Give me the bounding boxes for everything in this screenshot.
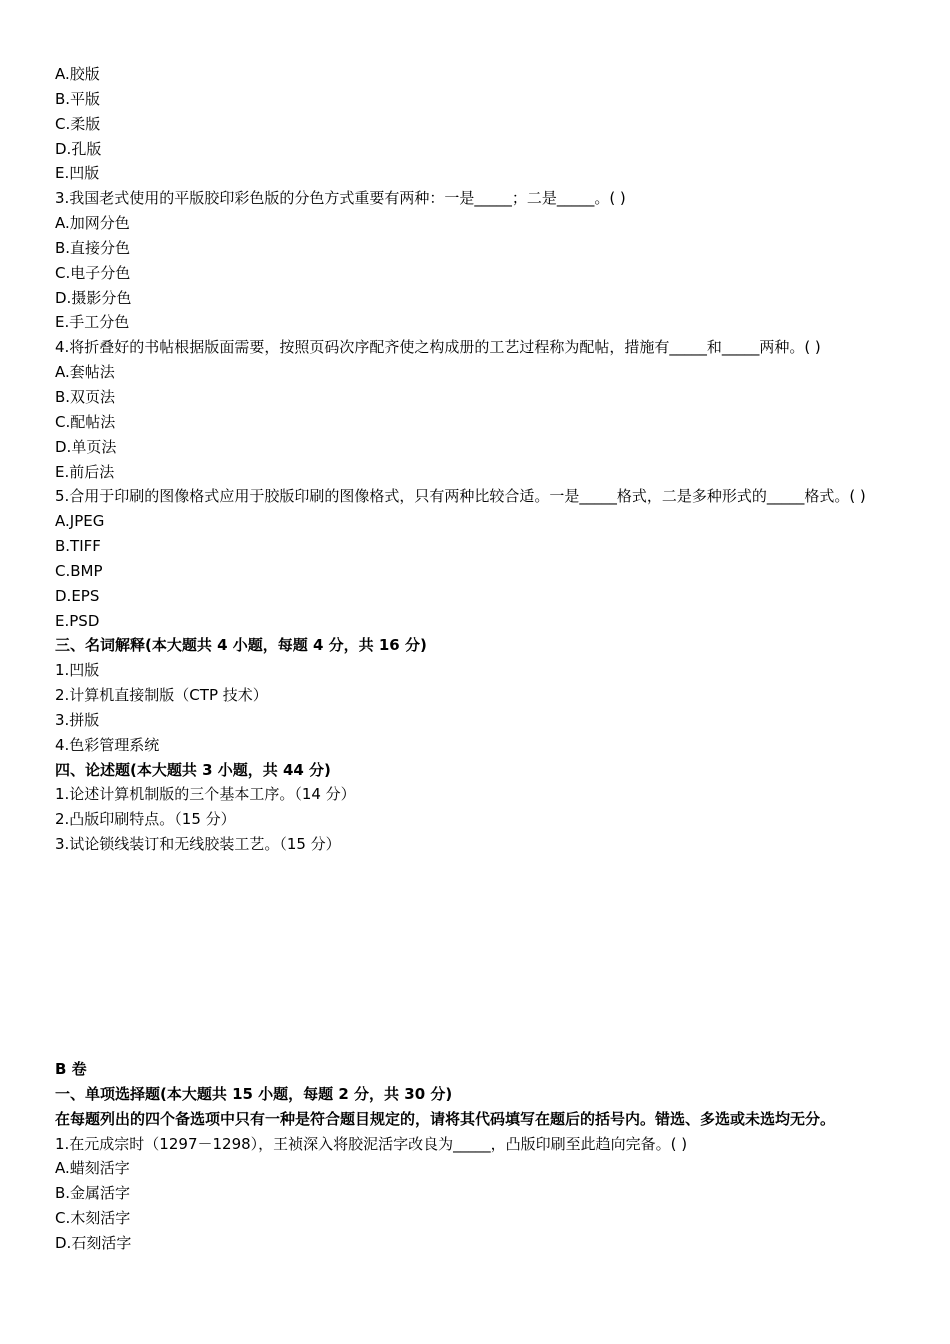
section-heading: 三、名词解释(本大题共 4 小题，每题 4 分，共 16 分)	[55, 636, 427, 655]
text-line: B.直接分色	[55, 238, 131, 257]
text-line: D.孔版	[55, 139, 102, 158]
text-line: C.BMP	[55, 561, 103, 580]
text-line: D.单页法	[55, 437, 117, 456]
part-a-section	[55, 62, 900, 857]
text-line: E.凹版	[55, 164, 100, 183]
part-b-section	[55, 1057, 900, 1256]
text-line: B.金属活字	[55, 1184, 131, 1203]
section-heading: 四、论述题(本大题共 3 小题，共 44 分)	[55, 760, 331, 779]
text-line: E.手工分色	[55, 313, 130, 332]
text-line: 5.合用于印刷的图像格式应用于胶版印刷的图像格式，只有两种比较合适。一是_____格式，二是多种形式的_____格式。( )	[55, 487, 866, 506]
section-heading: B 卷	[55, 1060, 87, 1078]
section-heading: 在每题列出的四个备选项中只有一种是符合题目规定的，请将其代码填写在题后的括号内。错选、多选或未选均无分。	[55, 1109, 836, 1128]
text-line: A.胶版	[55, 65, 100, 83]
text-line: C.配帖法	[55, 412, 116, 431]
text-line: A.蜡刻活字	[55, 1159, 130, 1178]
text-line: A.套帖法	[55, 363, 115, 382]
text-line: D.摄影分色	[55, 288, 132, 307]
text-line: 2.凸版印刷特点。（15 分）	[55, 810, 236, 829]
text-line: B.双页法	[55, 387, 116, 406]
text-line: E.PSD	[55, 611, 100, 630]
text-line: B.平版	[55, 89, 101, 108]
text-line: C.木刻活字	[55, 1209, 131, 1228]
text-line: C.电子分色	[55, 263, 131, 282]
text-line: 2.计算机直接制版（CTP 技术）	[55, 686, 268, 705]
text-line: 4.将折叠好的书帖根据版面需要，按照页码次序配齐使之构成册的工艺过程称为配帖，措施有_____和_____两种。( )	[55, 338, 821, 357]
text-line: A.加网分色	[55, 214, 130, 233]
text-line: 3.拼版	[55, 710, 100, 729]
text-line: D.EPS	[55, 586, 100, 605]
text-line: D.石刻活字	[55, 1233, 132, 1252]
text-line: 1.论述计算机制版的三个基本工序。（14 分）	[55, 785, 356, 804]
text-line: 1.在元成宗时（1297－1298），王祯深入将胶泥活字改良为_____，凸版印刷至此趋向完备。( )	[55, 1134, 688, 1153]
text-line: C.柔版	[55, 114, 101, 133]
text-line: A.JPEG	[55, 512, 105, 531]
text-line: 3.试论锁线装订和无线胶装工艺。（15 分）	[55, 835, 341, 854]
text-line: E.前后法	[55, 462, 115, 481]
text-line: 1.凹版	[55, 661, 100, 680]
section-heading: 一、单项选择题(本大题共 15 小题，每题 2 分，共 30 分)	[55, 1084, 453, 1103]
text-line: 4.色彩管理系统	[55, 735, 160, 754]
text-line: B.TIFF	[55, 537, 101, 556]
text-line: 3.我国老式使用的平版胶印彩色版的分色方式重要有两种：一是_____；二是_____。( )	[55, 189, 626, 208]
